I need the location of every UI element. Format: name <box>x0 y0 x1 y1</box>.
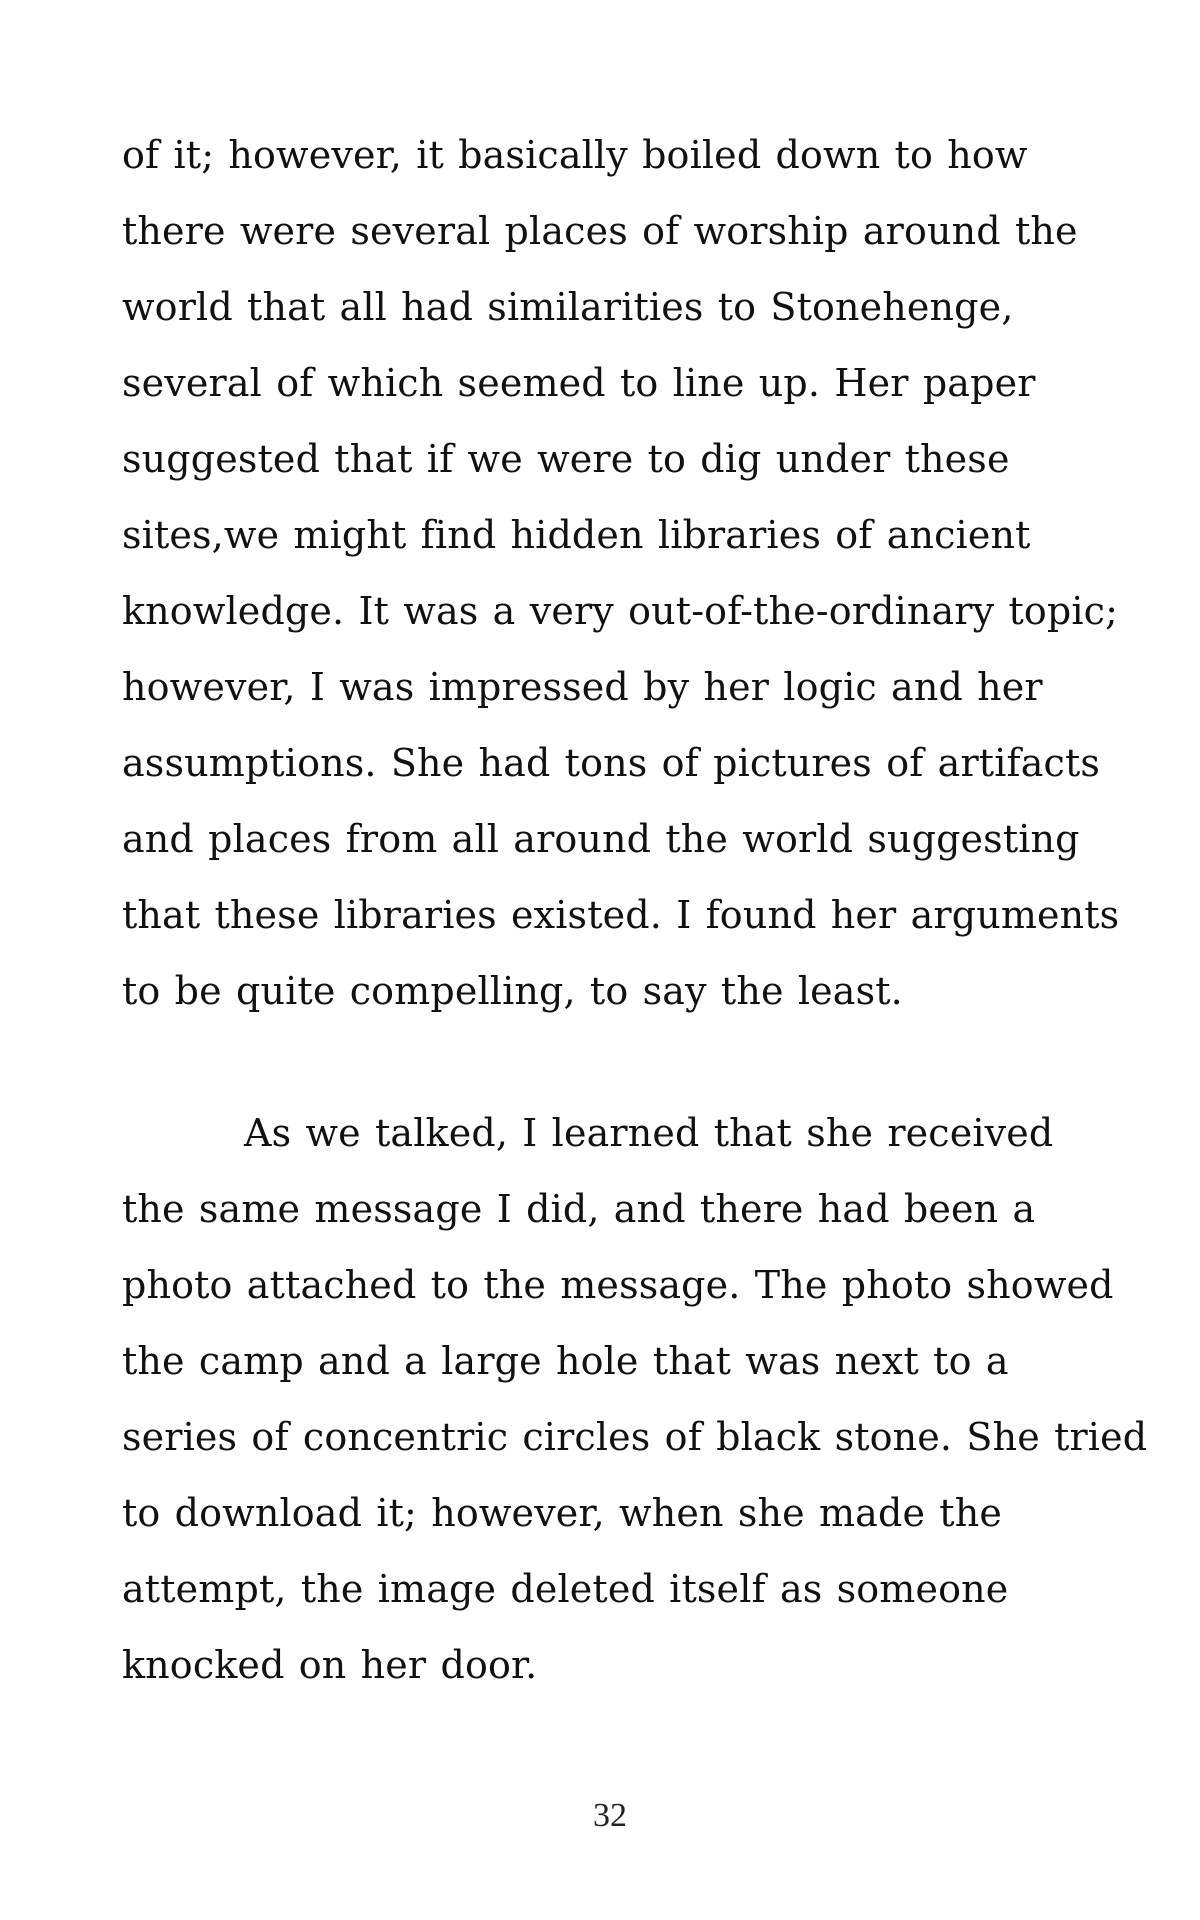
paragraph-1-line: and places from all around the world suggesting <box>122 817 1080 861</box>
paragraph-1-line: to be quite compelling, to say the least. <box>122 969 903 1013</box>
paragraph-2-line: the camp and a large hole that was next to a <box>122 1339 1009 1383</box>
paragraph-1-line: suggested that if we were to dig under these <box>122 437 1010 481</box>
paragraph-2-line: attempt, the image deleted itself as someone <box>122 1567 1009 1611</box>
paragraph-1-line: assumptions. She had tons of pictures of artifacts <box>122 741 1101 785</box>
paragraph-1-line: however, I was impressed by her logic and her <box>122 665 1043 709</box>
paragraph-1-line: knowledge. It was a very out-of-the-ordinary topic; <box>122 589 1119 633</box>
paragraph-1-line: there were several places of worship around the <box>122 209 1078 253</box>
paragraph-2-line: series of concentric circles of black stone. She tried <box>122 1415 1148 1459</box>
page-number: 32 <box>593 1797 627 1834</box>
paragraph-1-line: several of which seemed to line up. Her paper <box>122 361 1036 405</box>
paragraph-1-line: sites,we might find hidden libraries of ancient <box>122 513 1031 557</box>
paragraph-2-line: photo attached to the message. The photo showed <box>122 1263 1114 1307</box>
paragraph-1-line: of it; however, it basically boiled down to how <box>122 133 1028 177</box>
paragraph-2-line: the same message I did, and there had been a <box>122 1187 1036 1231</box>
paragraph-1-line: world that all had similarities to Stonehenge, <box>122 285 1014 329</box>
paragraph-2-line: knocked on her door. <box>122 1643 538 1687</box>
paragraph-1-line: that these libraries existed. I found her arguments <box>122 893 1120 937</box>
paragraph-2-line: As we talked, I learned that she received <box>244 1111 1054 1155</box>
paragraph-2-line: to download it; however, when she made the <box>122 1491 1002 1535</box>
